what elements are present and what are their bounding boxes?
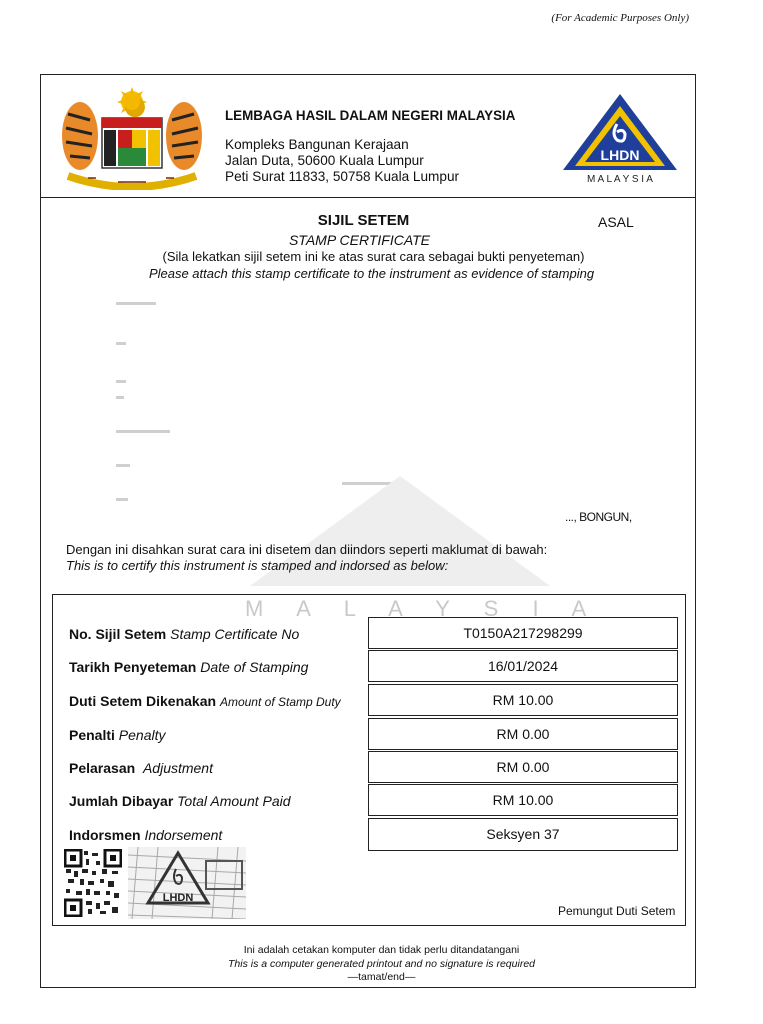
value-adjustment: RM 0.00 bbox=[368, 751, 678, 783]
value-indorsement: Seksyen 37 bbox=[368, 818, 678, 851]
logo-lhdn-text: LHDN bbox=[600, 147, 640, 163]
row-label-certificate-no: No. Sijil Setem Stamp Certificate No bbox=[69, 626, 300, 642]
footer-end-mark: —tamat/end— bbox=[347, 971, 416, 983]
value-certificate-no: T0150A217298299 bbox=[368, 617, 678, 649]
footer-line-2: This is a computer generated printout and no signature is required bbox=[227, 958, 535, 970]
row-label-indorsement: Indorsmen Indorsement bbox=[69, 827, 223, 843]
certify-english: This is to certify this instrument is stamped and indorsed as below: bbox=[66, 558, 449, 573]
qr-code-icon bbox=[64, 849, 122, 917]
seal-lhdn-text: LHDN bbox=[162, 892, 194, 904]
value-stamp-duty: RM 10.00 bbox=[368, 684, 678, 716]
title-english: STAMP CERTIFICATE bbox=[288, 232, 431, 248]
value-penalty: RM 0.00 bbox=[368, 718, 678, 750]
copy-type-label: ASAL bbox=[598, 214, 634, 230]
address-line-2: Jalan Duta, 50600 Kuala Lumpur bbox=[225, 153, 424, 168]
row-label-penalty: Penalti Penalty bbox=[69, 727, 166, 743]
address-line-3: Peti Surat 11833, 50758 Kuala Lumpur bbox=[225, 169, 460, 184]
certify-malay: Dengan ini disahkan surat cara ini disetem dan diindors seperti maklumat di bawah: bbox=[66, 542, 548, 557]
instruction-english: Please attach this stamp certificate to the instrument as evidence of stamping bbox=[148, 266, 595, 281]
collector-label: Pemungut Duti Setem bbox=[558, 904, 676, 918]
row-label-date: Tarikh Penyeteman Date of Stamping bbox=[69, 659, 309, 675]
row-label-stamp-duty: Duti Setem Dikenakan Amount of Stamp Duty bbox=[69, 693, 341, 709]
value-date: 16/01/2024 bbox=[368, 650, 678, 682]
footer-line-1: Ini adalah cetakan komputer dan tidak perlu ditandatangani bbox=[243, 944, 520, 956]
header-divider bbox=[40, 197, 696, 198]
logo-country-text: M A L A Y S I A bbox=[587, 174, 653, 184]
agency-name: LEMBAGA HASIL DALAM NEGERI MALAYSIA bbox=[225, 108, 516, 123]
academic-note: (For Academic Purposes Only) bbox=[551, 12, 689, 24]
value-total-paid: RM 10.00 bbox=[368, 784, 678, 816]
row-label-adjustment: Pelarasan Adjustment bbox=[69, 760, 213, 776]
row-label-total-paid: Jumlah Dibayar Total Amount Paid bbox=[69, 793, 291, 809]
redacted-partial-text: ..., BONGUN, bbox=[565, 510, 632, 524]
address-line-1: Kompleks Bangunan Kerajaan bbox=[225, 137, 409, 152]
lhdn-logo-icon bbox=[555, 90, 685, 184]
coat-of-arms-icon bbox=[58, 84, 206, 190]
lhdn-hologram-seal-icon bbox=[128, 847, 246, 919]
watermark-text: M A L A Y S I A bbox=[245, 596, 601, 621]
title-malay: SIJIL SETEM bbox=[317, 212, 410, 229]
instruction-malay: (Sila lekatkan sijil setem ini ke atas surat cara sebagai bukti penyeteman) bbox=[162, 249, 585, 264]
